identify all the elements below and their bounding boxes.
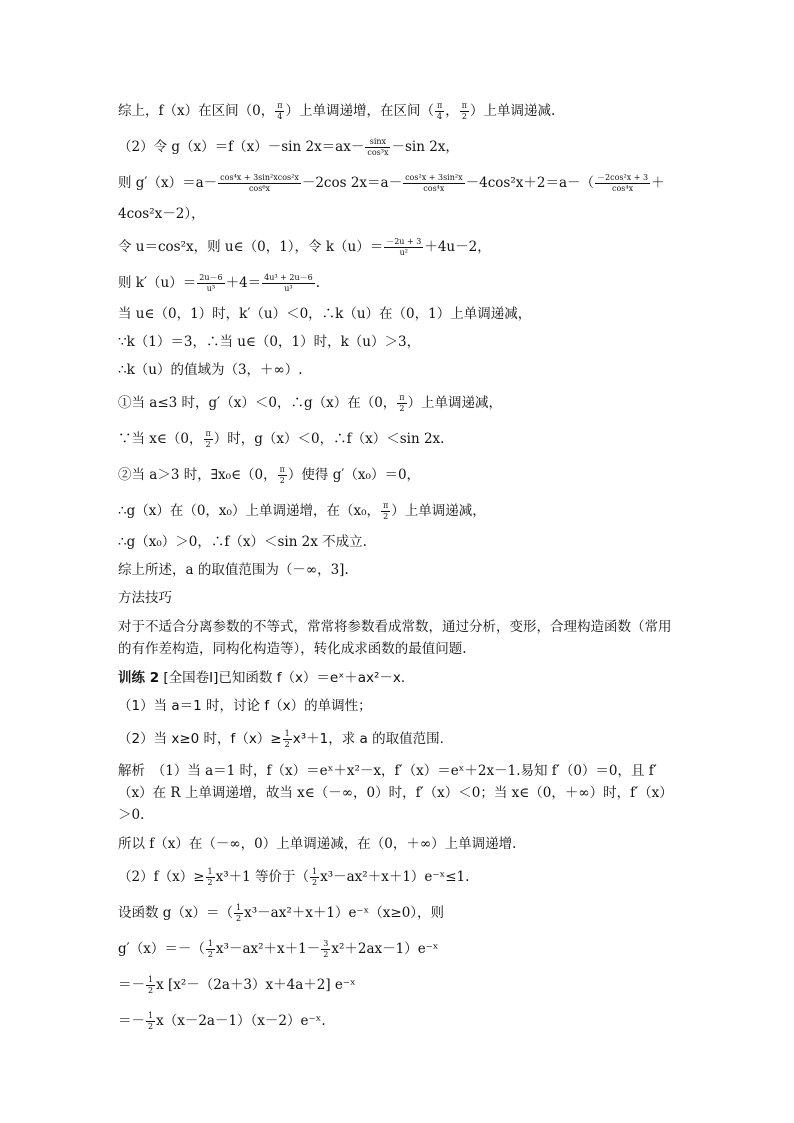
fraction: $\frac{\pi}{4}$ <box>277 101 283 121</box>
text-line: ∴g（x₀）＞0，∴f（x）＜sin 2x 不成立. <box>118 534 367 550</box>
fraction: $\frac{\text{－2cos²x + 3}}{\text{cos⁴x}}$ <box>597 173 649 193</box>
text-line: ＝－ $\frac{1}{2}$ x（x－2a－1）（x－2）e⁻ˣ. <box>118 1011 326 1031</box>
text-line: 令 u＝cos²x，则 u∈（0，1），令 k（u）＝ $\frac{-2u + 3}{\text{u²}}$ ＋4u－2， <box>118 237 491 257</box>
text-line: 综上所述，a 的取值范围为（－∞，3]. <box>118 562 349 578</box>
text-line: （2）令 g（x）＝f（x）－sin 2x＝ax－ $\frac{\sin x}{\text{cos³x}}$ －sin 2x， <box>118 137 459 157</box>
fraction: $\frac{1}{2}$ <box>236 903 242 923</box>
fraction: $\frac{3}{2}$ <box>323 939 329 959</box>
text-line: ＝－ $\frac{1}{2}$ x [x²－（2a＋3）x＋4a＋2] e⁻ˣ <box>118 975 356 995</box>
solution-paragraph: 解析 （1）当 a＝1 时，f（x）＝eˣ＋x²－x，f′（x）＝eˣ＋2x－1.易知 f′（0）＝0，且 f′（x）在 R 上单调递增，故当 x∈（－∞，0）时，f′（x）＜0；当 x∈（0，＋∞）时，f′（x）＞0. <box>118 763 673 823</box>
text-line: 则 k′（u）＝ $\frac{2u-6}{\text{u³}}$ ＋4＝ $\frac{\text{4u³ + 2u－6}}{\text{u³}}$ . <box>118 273 321 293</box>
text-line: ∴g（x）在（0，x₀）上单调递增，在（x₀， $\frac{\pi}{2}$ ）上单调递减， <box>118 501 486 521</box>
section-heading: 方法技巧 <box>118 590 172 606</box>
fraction: $\frac{1}{2}$ <box>284 729 290 749</box>
exercise-heading: 训练 2 [全国卷Ⅰ]已知函数 f（x）＝eˣ＋ax²－x. <box>118 670 406 686</box>
text-line: （2）当 x≥0 时，f（x）≥ $\frac{1}{2}$ x³＋1，求 a 的取值范围. <box>118 729 444 749</box>
fraction: $\frac{\text{cos⁴x + 3sin²xcos²x}}{\text{cos⁶x}}$ <box>220 173 299 193</box>
text-line: （2）f（x）≥ $\frac{1}{2}$ x³＋1 等价于（ $\frac{1}{2}$ x³－ax²＋x＋1）e⁻ˣ≤1. <box>118 867 470 887</box>
fraction: $\frac{\pi}{2}$ <box>279 465 285 485</box>
text-line: ∴k（u）的值域为（3，＋∞）. <box>118 362 303 378</box>
text-line: g′（x）＝－（ $\frac{1}{2}$ x³－ax²＋x＋1－ $\frac{3}{2}$ x²＋2ax－1）e⁻ˣ <box>118 939 439 959</box>
text-line: ∵当 x∈（0， $\frac{\pi}{2}$ ）时，g（x）＜0，∴f（x）＜sin 2x. <box>118 429 445 449</box>
text-line: ①当 a≤3 时，g′（x）＜0，∴g（x）在（0， $\frac{\pi}{2}$ ）上单调递减， <box>118 393 503 413</box>
text-line: 则 g′（x）＝a－ $\frac{\text{cos⁴x + 3sin²xcos²x}}{\text{cos⁶x}}$ －2cos 2x＝a－ $\frac{\text{cos²x + 3sin²x}}{\text{cos⁴x}}$ －4cos²x＋2＝a－（ $\frac{\text{－2cos²x + 3}}{\text{cos⁴x}}$ ＋ <box>118 173 665 193</box>
document-page <box>118 96 678 1042</box>
fraction: $\frac{2u-6}{\text{u³}}$ <box>199 273 223 293</box>
text-line: 当 u∈（0，1）时，k′（u）＜0，∴k（u）在（0，1）上单调递减， <box>118 306 532 322</box>
fraction: $\frac{1}{2}$ <box>148 975 154 995</box>
fraction: $\frac{\pi}{4}$ <box>436 101 443 121</box>
fraction: $\frac{\sin x}{\text{cos³x}}$ <box>367 137 389 157</box>
fraction: $\frac{1}{2}$ <box>207 867 213 887</box>
fraction: $\frac{\pi}{2}$ <box>399 393 405 413</box>
text-line: 设函数 g（x）＝（ $\frac{1}{2}$ x³－ax²＋x＋1）e⁻ˣ（x≥0），则 <box>118 903 445 923</box>
fraction: $\frac{\pi}{2}$ <box>382 501 389 521</box>
fraction: $\frac{\text{cos²x + 3sin²x}}{\text{cos⁴x}}$ <box>405 173 463 193</box>
text-line: 4cos²x－2）， <box>118 206 205 222</box>
fraction: $\frac{\pi}{2}$ <box>461 101 467 121</box>
text-line: 综上，f（x）在区间（0， $\frac{\pi}{4}$ ）上单调递增，在区间（ $\frac{\pi}{4}$ ， $\frac{\pi}{2}$ ）上单调递减. <box>118 101 556 121</box>
text-line: （1）当 a＝1 时，讨论 f（x）的单调性； <box>118 698 372 714</box>
text-line: ②当 a＞3 时，∃x₀∈（0， $\frac{\pi}{2}$ ）使得 g′（x₀）＝0， <box>118 465 421 485</box>
exercise-label: 训练 2 <box>118 670 160 686</box>
fraction: $\frac{1}{2}$ <box>207 939 213 959</box>
fraction: $\frac{1}{2}$ <box>148 1011 154 1031</box>
fraction: $\frac{\text{4u³ + 2u－6}}{\text{u³}}$ <box>264 273 313 293</box>
text-paragraph: 对于不适合分离参数的不等式，常常将参数看成常数，通过分析，变形，合理构造函数（常用的有作差构造，同构化构造等），转化成求函数的最值问题. <box>118 619 672 657</box>
text-line: ∵k（1）＝3，∴当 u∈（0，1）时，k（u）＞3， <box>118 334 421 350</box>
fraction: $\frac{\pi}{2}$ <box>205 429 211 449</box>
fraction: $\frac{1}{2}$ <box>312 867 318 887</box>
text-line: 所以 f（x）在（－∞，0）上单调递减，在（0，＋∞）上单调递增. <box>118 836 517 852</box>
fraction: $\frac{-2u + 3}{\text{u²}}$ <box>386 237 422 257</box>
